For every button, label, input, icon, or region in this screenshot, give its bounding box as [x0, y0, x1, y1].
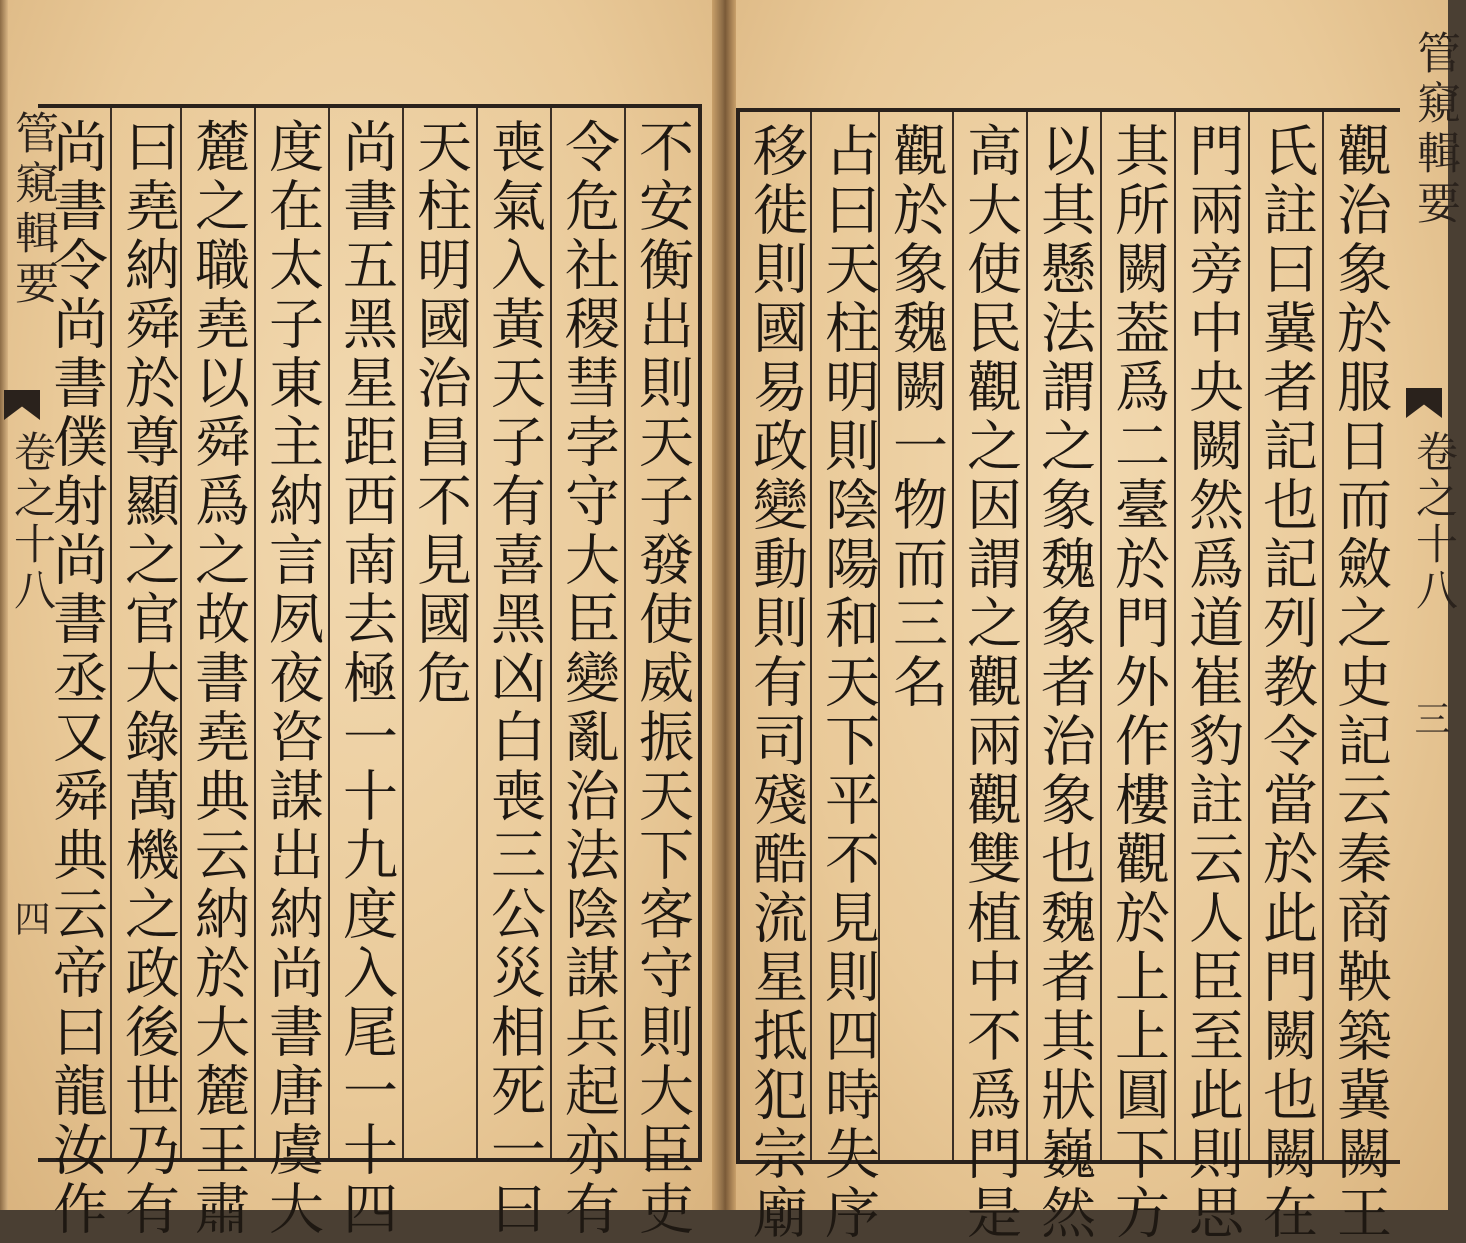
text-column: 令危社稷彗孛守大臣變亂治法陰謀兵起亦有	[556, 118, 620, 1239]
text-column: 以其懸法謂之象魏象者治象也魏者其狀巍然	[1032, 122, 1096, 1243]
right-text-frame	[736, 108, 1400, 1243]
left-text-frame	[38, 104, 702, 1239]
column-rule	[328, 108, 330, 1158]
text-column: 度在太子東主納言夙夜咨謀出納尚書唐虞大	[260, 118, 324, 1239]
text-column: 天柱明國治昌不見國危	[408, 118, 472, 708]
column-rule	[550, 108, 552, 1158]
text-column: 尚書令尚書僕射尚書丞又舜典云帝曰龍汝作	[44, 118, 108, 1239]
column-rule	[624, 108, 626, 1158]
column-rule	[1322, 112, 1324, 1160]
text-column: 氏註曰冀者記也記列教令當於此門闕也闕在	[1254, 122, 1318, 1243]
margin-title-left: 管窺輯要	[7, 110, 58, 310]
column-rule	[1174, 112, 1176, 1160]
column-rule	[1026, 112, 1028, 1160]
column-rule	[952, 112, 954, 1160]
text-column: 喪氣入黃天子有喜黑凶白喪三公災相死一曰	[482, 118, 546, 1239]
column-rule	[402, 108, 404, 1158]
text-column: 高大使民觀之因謂之觀兩觀雙植中不爲門是	[958, 122, 1022, 1243]
column-rule	[254, 108, 256, 1158]
text-column: 觀治象於服日而斂之史記云秦商鞅築冀闕王	[1328, 122, 1392, 1243]
column-rule	[1248, 112, 1250, 1160]
juan-number-right: 卷之十八	[1410, 430, 1459, 614]
text-column: 移徙則國易政變動則有司殘酷流星抵犯宗廟	[744, 122, 808, 1243]
text-column: 門兩旁中央闕然爲道崔豹註云人臣至此則思	[1180, 122, 1244, 1243]
text-column: 占曰天柱明則陰陽和天下平不見則四時失序	[816, 122, 880, 1243]
folio-number-left: 四	[9, 900, 50, 936]
text-column: 不安衡出則天子發使威振天下客守則大臣吏	[630, 118, 694, 1239]
text-column: 觀於象魏闕一物而三名	[884, 122, 948, 712]
column-rule	[476, 108, 478, 1158]
column-rule	[1100, 112, 1102, 1160]
text-column: 曰堯納舜於尊顯之官大錄萬機之政後世乃有	[116, 118, 180, 1239]
margin-title-right: 管窺輯要	[1409, 30, 1460, 230]
text-column: 麓之職堯以舜爲之故書堯典云納於大麓王肅	[186, 118, 250, 1239]
juan-number-left: 卷之十八	[8, 430, 57, 614]
book-gutter	[712, 0, 736, 1210]
folio-number-right: 三	[1409, 700, 1450, 736]
text-column: 其所闕葢爲二臺於門外作樓觀於上上圓下方	[1106, 122, 1170, 1243]
text-column: 尚書五黑星距西南去極一十九度入尾一十四	[334, 118, 398, 1239]
